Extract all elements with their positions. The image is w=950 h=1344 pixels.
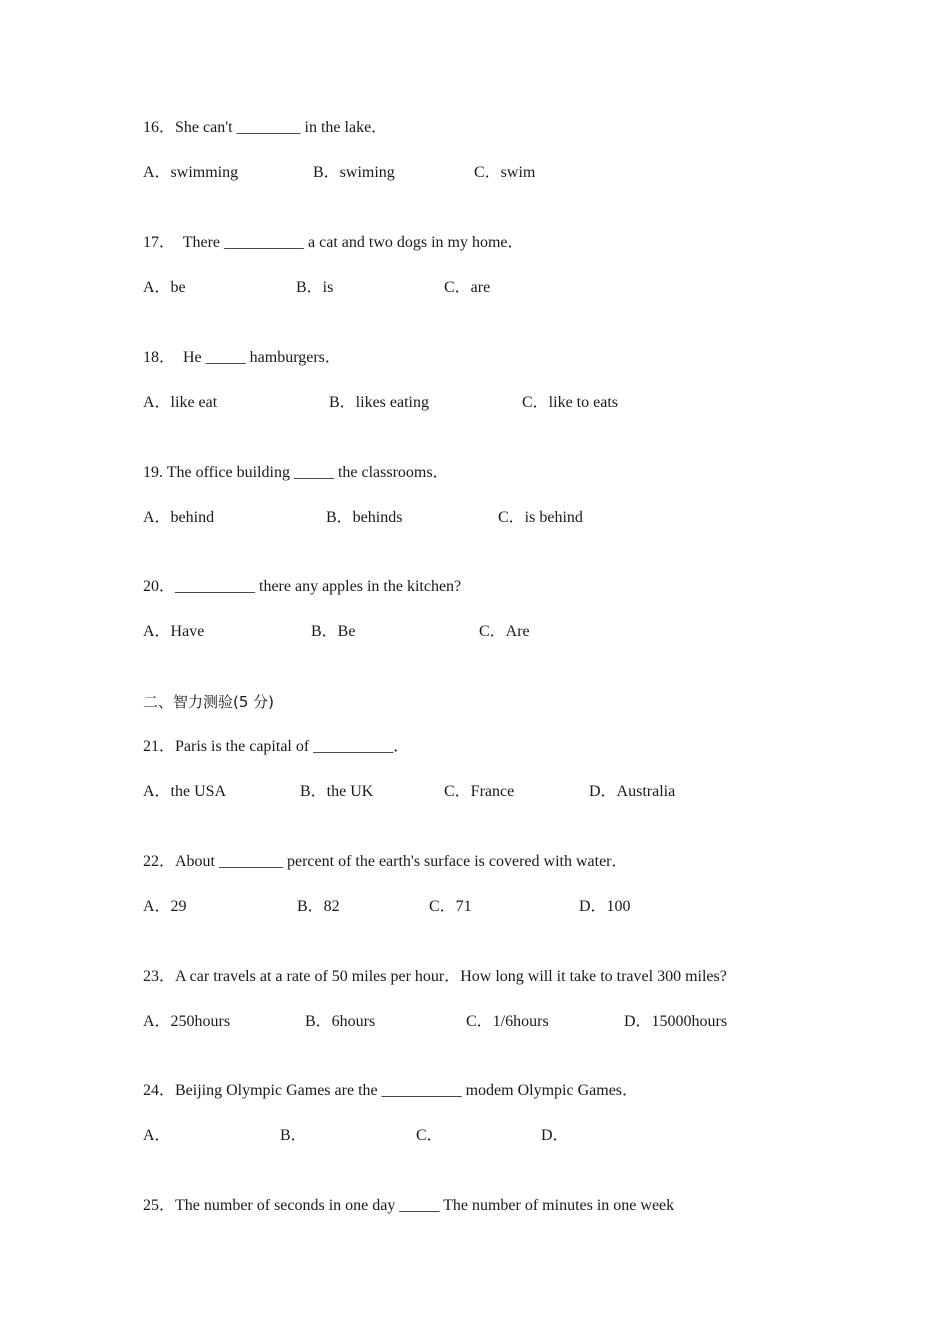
question-17-stem: 17． There __________ a cat and two dogs in my home． bbox=[143, 234, 524, 251]
question-20-stem: 20．__________ there any apples in the kitchen? bbox=[143, 578, 462, 595]
question-17-option-c: C．are bbox=[444, 279, 491, 296]
question-25-stem: 25．The number of seconds in one day _____ The number of minutes in one week bbox=[143, 1197, 675, 1214]
question-23-option-b: B．6hours bbox=[305, 1013, 376, 1030]
question-18-option-c: C．like to eats bbox=[522, 394, 618, 411]
question-19-option-c: C．is behind bbox=[498, 509, 583, 526]
question-24-stem: 24．Beijing Olympic Games are the __________ modem Olympic Games． bbox=[143, 1082, 639, 1099]
question-21-option-a: A．the USA bbox=[143, 783, 227, 800]
question-23-stem: 23．A car travels at a rate of 50 miles per hour．How long will it take to travel 300 miles? bbox=[143, 968, 727, 985]
question-18-option-a: A．like eat bbox=[143, 394, 218, 411]
question-24-option-d: D． bbox=[541, 1127, 569, 1144]
question-16-stem: 16．She can't ________ in the lake． bbox=[143, 119, 388, 136]
question-23-option-a: A．250hours bbox=[143, 1013, 231, 1030]
question-21-option-b: B．the UK bbox=[300, 783, 374, 800]
question-24-option-b: B． bbox=[280, 1127, 307, 1144]
question-24-option-c: C． bbox=[416, 1127, 443, 1144]
question-20-option-a: A．Have bbox=[143, 623, 205, 640]
question-17-option-a: A．be bbox=[143, 279, 186, 296]
question-20-option-c: C．Are bbox=[479, 623, 530, 640]
question-16-option-c: C．swim bbox=[474, 164, 536, 181]
question-19-stem: 19. The office building _____ the classrooms． bbox=[143, 464, 449, 481]
question-20-option-b: B．Be bbox=[311, 623, 356, 640]
question-19-option-a: A．behind bbox=[143, 509, 215, 526]
question-18-option-b: B．likes eating bbox=[329, 394, 429, 411]
question-21-option-d: D．Australia bbox=[589, 783, 676, 800]
question-18-stem: 18． He _____ hamburgers． bbox=[143, 349, 341, 366]
question-24-option-a: A． bbox=[143, 1127, 171, 1144]
question-22-option-a: A．29 bbox=[143, 898, 187, 915]
question-22-option-d: D．100 bbox=[579, 898, 631, 915]
question-21-option-c: C．France bbox=[444, 783, 515, 800]
question-16-option-b: B．swiming bbox=[313, 164, 395, 181]
question-22-stem: 22．About ________ percent of the earth's surface is covered with water． bbox=[143, 853, 628, 870]
question-16-option-a: A．swimming bbox=[143, 164, 239, 181]
question-22-option-b: B．82 bbox=[297, 898, 340, 915]
question-19-option-b: B．behinds bbox=[326, 509, 403, 526]
section-heading: 二、智力测验(5 分) bbox=[143, 693, 275, 711]
question-23-option-d: D．15000hours bbox=[624, 1013, 728, 1030]
question-17-option-b: B．is bbox=[296, 279, 334, 296]
question-21-stem: 21．Paris is the capital of __________． bbox=[143, 738, 410, 755]
question-23-option-c: C．1/6hours bbox=[466, 1013, 549, 1030]
question-22-option-c: C．71 bbox=[429, 898, 472, 915]
